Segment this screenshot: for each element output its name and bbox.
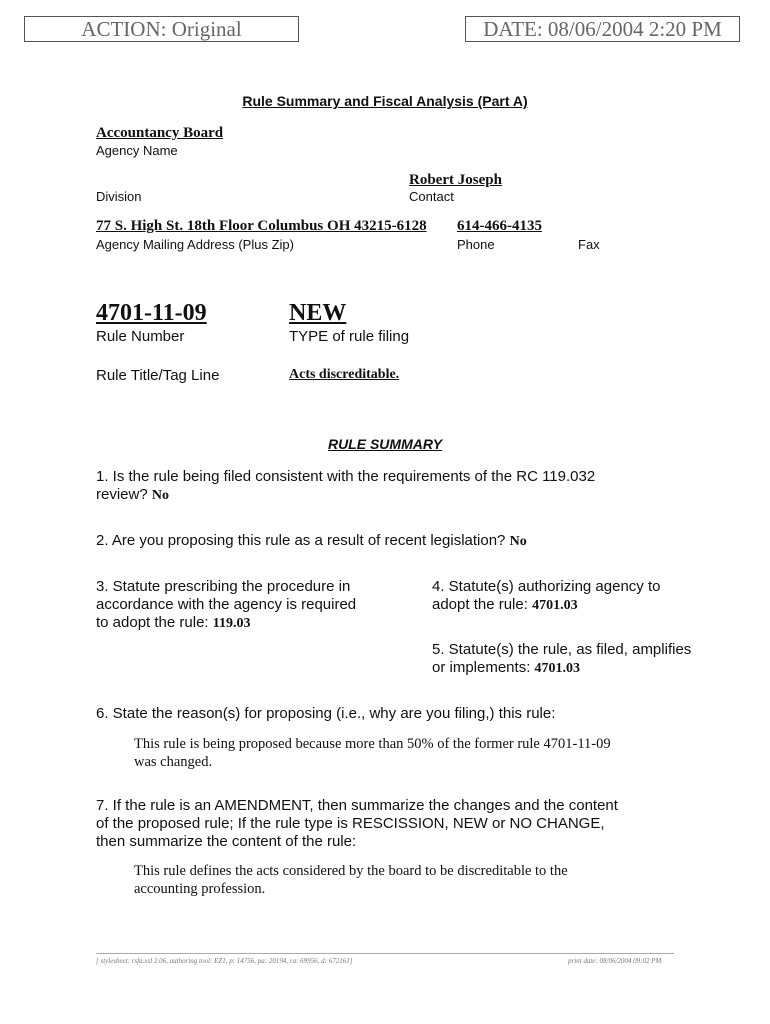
question-3-line1: 3. Statute prescribing the procedure in [96, 578, 351, 595]
question-5-line2: or implements: [432, 659, 531, 676]
question-7-answer [134, 862, 734, 898]
contact-label: Contact [409, 189, 454, 204]
question-5 [432, 641, 732, 678]
question-5-answer: 4701.03 [534, 661, 581, 676]
question-7 [96, 797, 716, 851]
rule-title-value: Acts discreditable. [289, 367, 400, 382]
question-7-answer-line2: accounting profession. [134, 881, 266, 897]
question-7-line1: 7. If the rule is an AMENDMENT, then summarize the changes and the content [96, 797, 618, 814]
date-box [465, 16, 740, 42]
rule-summary-heading: RULE SUMMARY [327, 436, 443, 452]
address-label: Agency Mailing Address (Plus Zip) [96, 237, 294, 252]
question-3 [96, 578, 406, 633]
footer-stylesheet-info: [ stylesheet: rsfa.xsl 2.06, authoring tool: EZ1, p: 14756, pa: 20194, ra: 69956, d: 672161] [96, 957, 353, 965]
rule-type-label: TYPE of rule filing [289, 328, 410, 345]
action-text: ACTION: Original [81, 17, 242, 41]
action-box [24, 16, 299, 42]
question-6-answer [134, 735, 734, 771]
question-3-line3: to adopt the rule: [96, 614, 209, 631]
rule-title-label: Rule Title/Tag Line [96, 367, 220, 384]
question-7-answer-line1: This rule defines the acts considered by the board to be discreditable to the [134, 863, 568, 879]
contact-value: Robert Joseph [409, 172, 502, 188]
question-4 [432, 578, 732, 615]
agency-name-label: Agency Name [96, 143, 178, 158]
question-2-answer: No [509, 534, 527, 549]
question-4-line2: adopt the rule: [432, 596, 528, 613]
rule-number-value: 4701-11-09 [96, 300, 207, 326]
question-6-answer-line2: was changed. [134, 754, 213, 770]
rule-number-label: Rule Number [96, 328, 185, 345]
phone-label: Phone [457, 237, 495, 252]
question-1-text: 1. Is the rule being filed consistent with the requirements of the RC 119.032 [96, 468, 596, 485]
question-1-cont: review? [96, 486, 148, 503]
question-3-answer: 119.03 [212, 616, 251, 631]
rule-type-value: NEW [289, 300, 347, 326]
question-3-line2: accordance with the agency is required [96, 596, 357, 613]
question-7-line2: of the proposed rule; If the rule type is RESCISSION, NEW or NO CHANGE, [96, 815, 605, 832]
question-1 [96, 468, 696, 505]
question-2 [96, 532, 696, 551]
question-4-answer: 4701.03 [532, 598, 578, 613]
division-label: Division [96, 189, 142, 204]
fax-label: Fax [578, 237, 600, 252]
address-value: 77 S. High St. 18th Floor Columbus OH 43215-6128 [96, 218, 427, 234]
question-2-text: 2. Are you proposing this rule as a result of recent legislation? [96, 532, 506, 549]
agency-name-value: Accountancy Board [96, 125, 224, 141]
date-text: DATE: 08/06/2004 2:20 PM [483, 17, 722, 41]
question-6: 6. State the reason(s) for proposing (i.e., why are you filing,) this rule: [96, 705, 556, 722]
question-5-line1: 5. Statute(s) the rule, as filed, amplifies [432, 641, 692, 658]
page-title: Rule Summary and Fiscal Analysis (Part A) [242, 93, 528, 109]
question-7-line3: then summarize the content of the rule: [96, 833, 357, 850]
footer-print-date: print date: 08/06/2004 09:02 PM [568, 957, 662, 965]
question-1-answer: No [151, 488, 169, 503]
question-4-line1: 4. Statute(s) authorizing agency to [432, 578, 661, 595]
phone-value: 614-466-4135 [457, 218, 542, 234]
question-6-answer-line1: This rule is being proposed because more than 50% of the former rule 4701-11-09 [134, 736, 611, 752]
footer-divider [96, 953, 674, 954]
